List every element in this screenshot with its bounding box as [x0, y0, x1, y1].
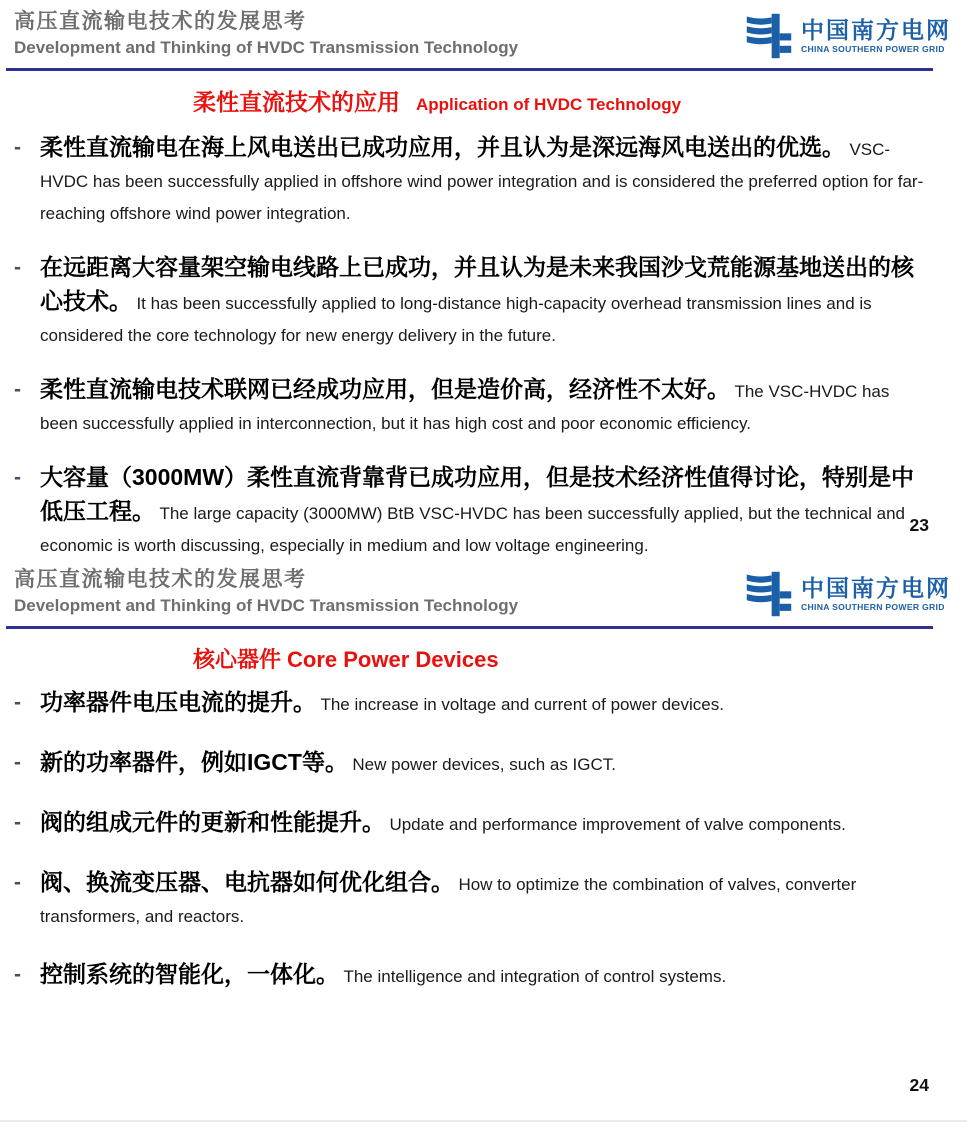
section-title: [193, 87, 937, 120]
section-title: [193, 645, 937, 675]
section-title-en: Application of HVDC Technology: [416, 95, 682, 114]
bullet-en: Update and performance improvement of valve components.: [389, 815, 846, 834]
bullet-list: [14, 687, 927, 993]
bullet-item: [14, 807, 927, 841]
bullet-zh: 在远距离大容量架空输电线路上已成功，并且认为是未来我国沙戈荒能源基地送出的核心技术。: [40, 254, 914, 314]
bullet-dash: -: [14, 378, 21, 401]
bullet-text: [40, 807, 846, 841]
bullet-text: [40, 252, 927, 352]
bullet-dash: -: [14, 136, 21, 159]
logo-name-zh: 中国南方电网: [801, 574, 951, 601]
logo-text: [801, 574, 951, 612]
bullet-zh: 大容量（3000MW）柔性直流背靠背已成功应用，但是技术经济性值得讨论，特别是中低压工程。: [40, 464, 915, 524]
bullet-en: The intelligence and integration of control systems.: [343, 967, 727, 986]
bullet-en: The large capacity (3000MW) BtB VSC-HVDC has been successfully applied, but the technical and economic is worth discussing, especially in medium and low voltage engineering.: [40, 504, 905, 555]
bullet-item: [14, 462, 927, 558]
bullet-zh: 柔性直流输电技术联网已经成功应用，但是造价高，经济性不太好。: [40, 376, 730, 402]
deck-title-zh: 高压直流输电技术的发展思考: [14, 10, 307, 33]
slide-24: [0, 558, 967, 1128]
header-divider: [6, 626, 933, 629]
bullet-item: [14, 252, 927, 352]
power-grid-logo-icon: [744, 570, 794, 618]
slide-header: [0, 0, 967, 60]
bullet-text: [40, 959, 726, 993]
bullet-en: The VSC-HVDC has been successfully applied in interconnection, but it has high cost and poor economic efficiency.: [40, 382, 890, 433]
section-title-zh: 柔性直流技术的应用: [193, 89, 400, 115]
bullet-item: [14, 132, 927, 230]
section-title-en: Core Power Devices: [287, 647, 499, 672]
bullet-item: [14, 747, 927, 781]
bullet-item: [14, 374, 927, 440]
bullet-en: It has been successfully applied to long-distance high-capacity overhead transmission lines and is considered the core technology for new energy delivery in the future.: [40, 294, 872, 345]
bullet-dash: -: [14, 256, 21, 279]
bullet-zh: 功率器件电压电流的提升。: [40, 689, 316, 715]
bullet-dash: -: [14, 811, 21, 834]
bullet-text: [40, 747, 616, 781]
bullet-zh: 控制系统的智能化，一体化。: [40, 961, 339, 987]
bullet-dash: -: [14, 963, 21, 986]
bullet-en: VSC-HVDC has been successfully applied in offshore wind power integration and is considered the preferred option for far-reaching offshore wind power integration.: [40, 140, 924, 223]
bullet-en: New power devices, such as IGCT.: [352, 755, 617, 774]
header-titles: [14, 568, 518, 616]
bullet-text: [40, 867, 927, 933]
page-number: 23: [909, 515, 929, 535]
deck-title-en: Development and Thinking of HVDC Transmission Technology: [14, 596, 519, 615]
bullet-list: [14, 132, 927, 558]
bullet-zh: 阀的组成元件的更新和性能提升。: [40, 809, 385, 835]
logo-name-zh: 中国南方电网: [801, 16, 951, 43]
bullet-text: [40, 374, 927, 440]
section-title-zh: 核心器件: [193, 647, 282, 672]
header-titles: [14, 10, 518, 58]
bullet-item: [14, 959, 927, 993]
bullet-zh: 阀、换流变压器、电抗器如何优化组合。: [40, 869, 454, 895]
bullet-item: [14, 867, 927, 933]
bullet-dash: -: [14, 691, 21, 714]
logo-name-en: CHINA SOUTHERN POWER GRID: [801, 43, 945, 54]
cspg-logo: [744, 12, 951, 60]
slide-23: [0, 0, 967, 558]
bullet-dash: -: [14, 871, 21, 894]
bullet-en: The increase in voltage and current of power devices.: [320, 695, 724, 714]
deck-title-en: Development and Thinking of HVDC Transmission Technology: [14, 38, 519, 57]
bullet-text: [40, 687, 724, 721]
header-divider: [6, 68, 933, 71]
power-grid-logo-icon: [744, 12, 794, 60]
bullet-dash: -: [14, 751, 21, 774]
bullet-text: [40, 132, 927, 230]
bullet-zh: 新的功率器件，例如IGCT等。: [40, 749, 348, 775]
bullet-item: [14, 687, 927, 721]
slide-header: [0, 558, 967, 618]
bullet-zh: 柔性直流输电在海上风电送出已成功应用，并且认为是深远海风电送出的优选。: [40, 134, 845, 160]
bullet-en: How to optimize the combination of valves, converter transformers, and reactors.: [40, 875, 857, 926]
page-number: 24: [909, 1075, 929, 1095]
logo-text: [801, 16, 951, 54]
bottom-divider: [0, 1120, 967, 1122]
logo-name-en: CHINA SOUTHERN POWER GRID: [801, 601, 945, 612]
deck-title-zh: 高压直流输电技术的发展思考: [14, 568, 307, 591]
bullet-text: [40, 462, 927, 558]
bullet-dash: -: [14, 466, 21, 489]
cspg-logo: [744, 570, 951, 618]
